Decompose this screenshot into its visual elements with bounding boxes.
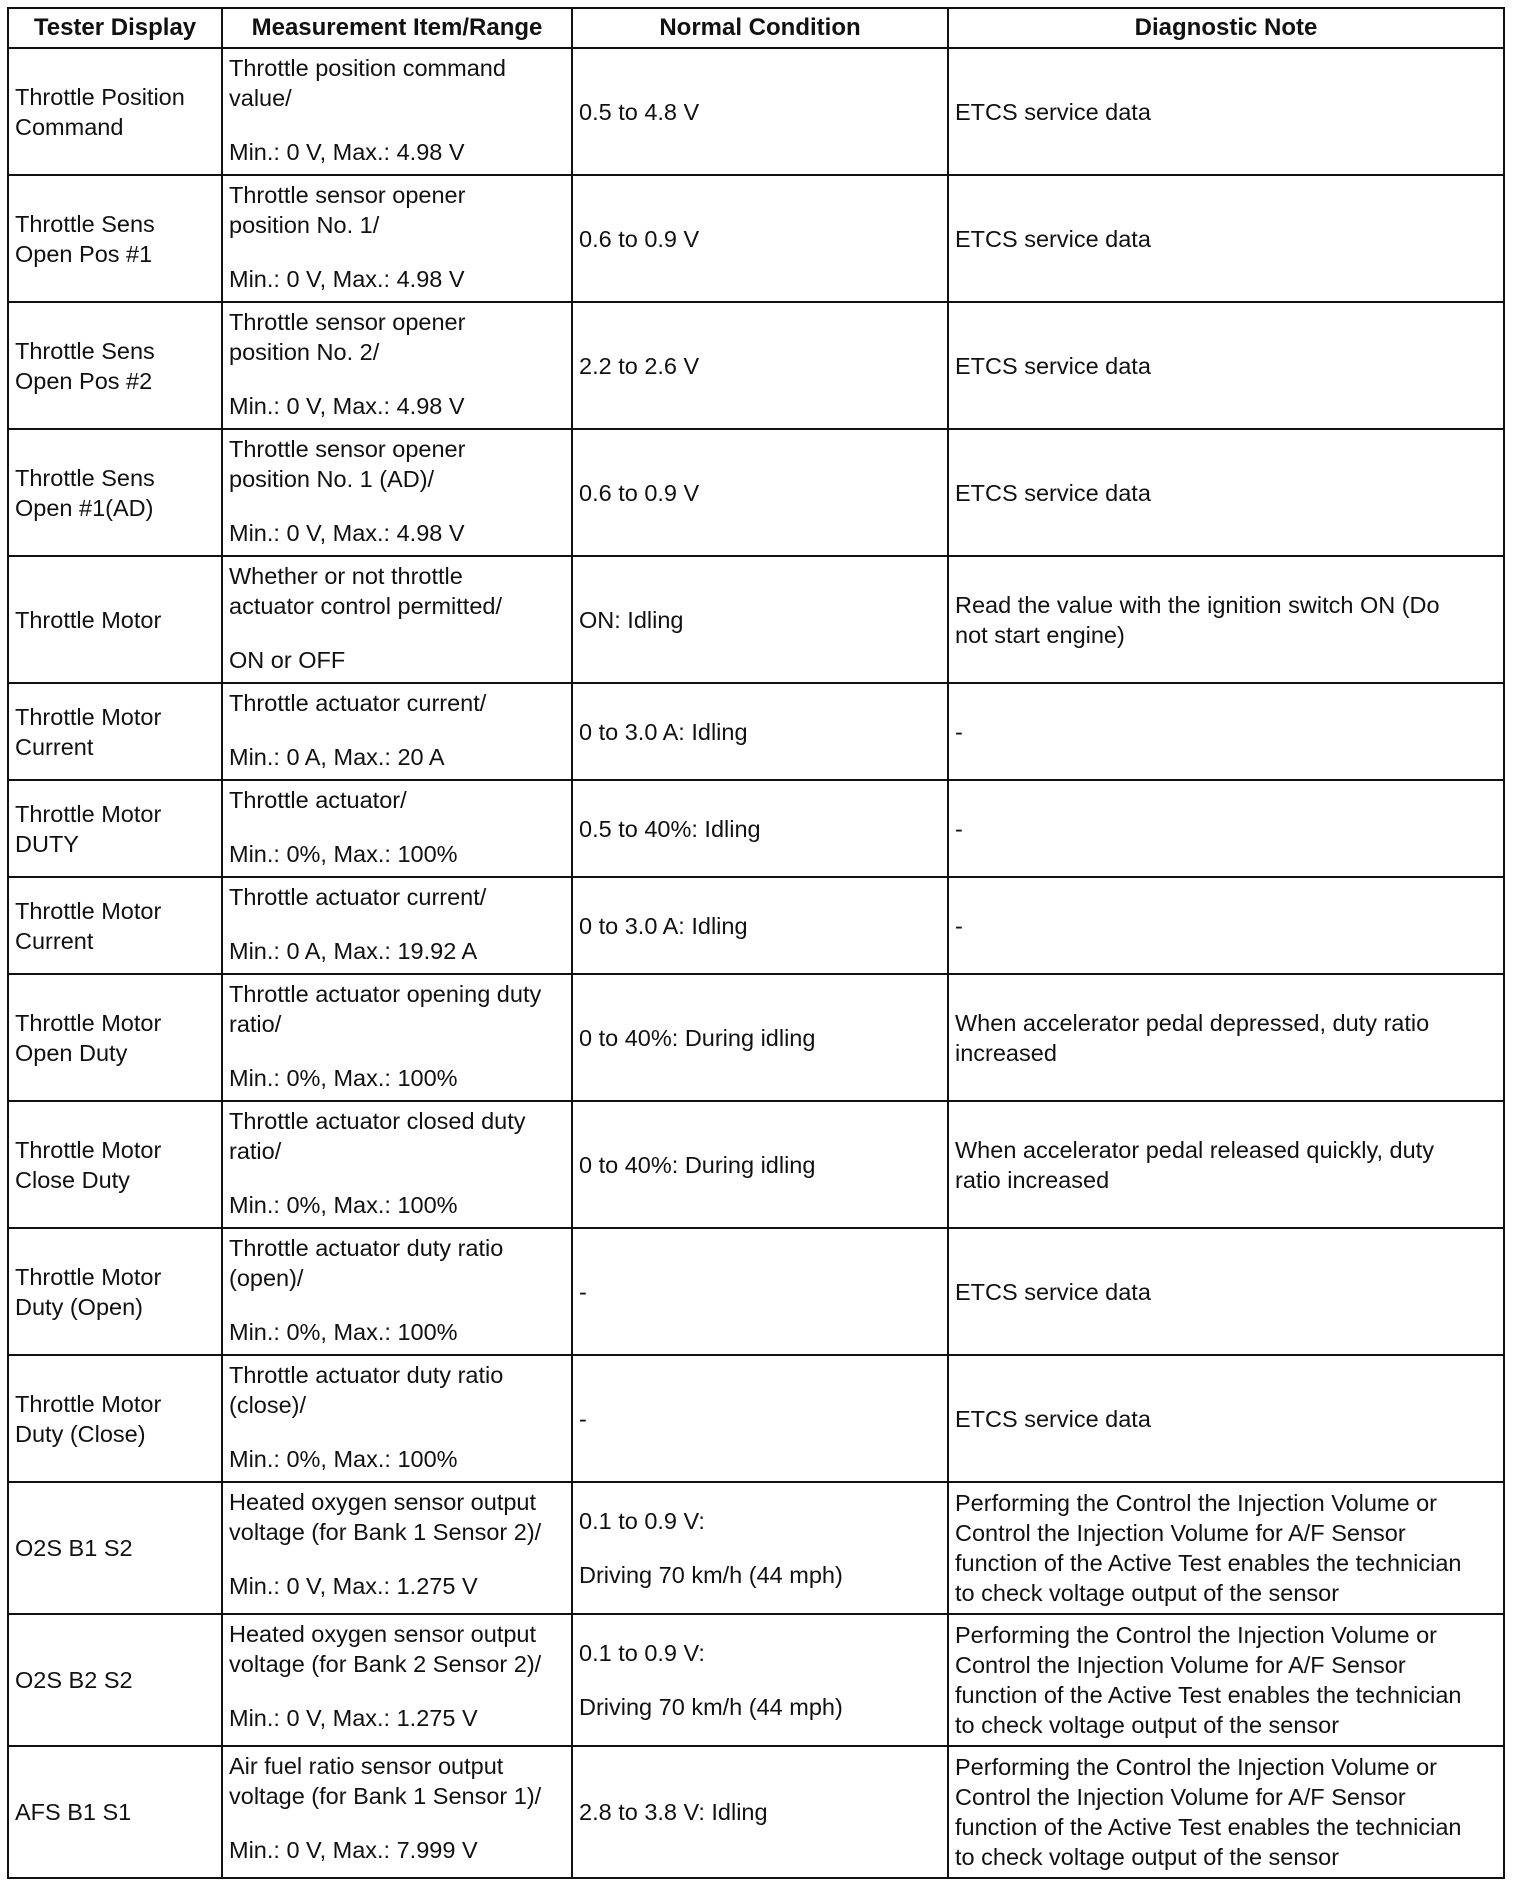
range-spacer [229, 912, 565, 936]
tester-display-text: Throttle Sens [15, 337, 155, 364]
measurement-range-text: Min.: 0 V, Max.: 4.98 V [229, 266, 465, 292]
measurement-item-cell [222, 302, 572, 429]
diagnostic-note-text: ETCS service data [955, 479, 1151, 506]
tester-display-text: Throttle Motor [15, 897, 162, 924]
normal-condition-cell [572, 1101, 948, 1228]
measurement-range-text: Min.: 0 V, Max.: 1.275 V [229, 1705, 478, 1731]
tester-display-cell [8, 1228, 222, 1355]
tester-display-text: AFS B1 S1 [15, 1799, 132, 1825]
measurement-item-text: Heated oxygen sensor output [229, 1621, 537, 1647]
normal-condition-cell [572, 1614, 948, 1746]
diagnostic-note-text: ratio increased [955, 1166, 1110, 1193]
measurement-item-cell [222, 1614, 572, 1746]
table-row [8, 683, 1504, 780]
tester-display-text: Throttle Motor [15, 606, 162, 633]
normal-condition-text: 0.5 to 4.8 V [579, 98, 700, 125]
tester-display-cell [8, 1101, 222, 1228]
normal-condition-cell [572, 556, 948, 683]
tester-display-cell [8, 974, 222, 1101]
diagnostic-note-text: increased [955, 1039, 1057, 1066]
table-row [8, 302, 1504, 429]
tester-display-cell [8, 1355, 222, 1482]
tester-display-cell [8, 877, 222, 974]
tester-display-text: Throttle Motor [15, 800, 162, 827]
diagnostic-note-text: When accelerator pedal depressed, duty ratio [955, 1009, 1430, 1036]
measurement-item-cell [222, 1482, 572, 1614]
measurement-range-text: Min.: 0 V, Max.: 4.98 V [229, 139, 465, 165]
diagnostic-note-text: to check voltage output of the sensor [955, 1844, 1340, 1870]
diagnostic-note-text: to check voltage output of the sensor [955, 1712, 1340, 1738]
measurement-range-text: Min.: 0 V, Max.: 1.275 V [229, 1573, 478, 1599]
table-row [8, 780, 1504, 877]
measurement-range-text: Min.: 0 A, Max.: 19.92 A [229, 938, 478, 964]
normal-condition-text: 0.5 to 40%: Idling [579, 815, 761, 842]
normal-condition-cell [572, 429, 948, 556]
diagnostic-note-text: - [955, 912, 963, 939]
measurement-item-cell [222, 48, 572, 175]
table-row [8, 48, 1504, 175]
tester-display-text: DUTY [15, 830, 79, 857]
normal-condition-text: 2.2 to 2.6 V [579, 352, 700, 379]
diagnostic-note-cell [948, 780, 1504, 877]
measurement-range-text: Min.: 0%, Max.: 100% [229, 841, 458, 867]
range-spacer [229, 1420, 565, 1444]
measurement-item-text: (close)/ [229, 1392, 307, 1418]
range-spacer [229, 718, 565, 742]
measurement-item-text: Throttle sensor opener [229, 182, 466, 208]
tester-display-text: Throttle Sens [15, 464, 155, 491]
measurement-item-cell [222, 1746, 572, 1878]
diagnostic-note-text: function of the Active Test enables the technician [955, 1550, 1462, 1576]
measurement-item-cell [222, 175, 572, 302]
tester-display-text: Duty (Close) [15, 1420, 146, 1447]
measurement-item-cell [222, 1355, 572, 1482]
measurement-item-text: Throttle sensor opener [229, 436, 466, 462]
tester-display-text: Open #1(AD) [15, 494, 154, 521]
tester-display-text: O2S B1 S2 [15, 1535, 133, 1561]
range-spacer [229, 113, 565, 137]
tester-display-text: Throttle Motor [15, 1009, 162, 1036]
diagnostic-note-text: ETCS service data [955, 1405, 1151, 1432]
measurement-item-text: Throttle sensor opener [229, 309, 466, 335]
range-spacer [229, 1679, 565, 1703]
measurement-item-text: Throttle actuator current/ [229, 884, 487, 910]
normal-condition-text: ON: Idling [579, 606, 684, 633]
diagnostic-note-cell [948, 1228, 1504, 1355]
tester-display-text: Throttle Motor [15, 1263, 162, 1290]
range-spacer [229, 621, 565, 645]
measurement-item-text: position No. 2/ [229, 339, 380, 365]
tester-display-cell [8, 48, 222, 175]
tester-display-text: Throttle Motor [15, 1136, 162, 1163]
tester-display-text: Throttle Motor [15, 703, 162, 730]
range-spacer [229, 1547, 565, 1571]
normal-condition-cell [572, 1746, 948, 1878]
normal-condition-text: 0 to 40%: During idling [579, 1024, 816, 1051]
measurement-item-text: value/ [229, 85, 292, 111]
condition-spacer [579, 1536, 941, 1560]
diagnostic-note-text: function of the Active Test enables the technician [955, 1682, 1462, 1708]
measurement-item-cell [222, 1228, 572, 1355]
measurement-item-text: position No. 1/ [229, 212, 380, 238]
diagnostic-note-text: Control the Injection Volume for A/F Sensor [955, 1784, 1406, 1810]
normal-condition-text: 0.6 to 0.9 V [579, 225, 700, 252]
tester-display-text: Command [15, 113, 124, 140]
diagnostic-note-cell [948, 1355, 1504, 1482]
measurement-range-text: Min.: 0%, Max.: 100% [229, 1446, 458, 1472]
header-row [8, 8, 1504, 48]
table-row [8, 1355, 1504, 1482]
measurement-range-text: ON or OFF [229, 647, 346, 673]
diagnostic-note-text: - [955, 815, 963, 842]
diagnostic-note-cell [948, 429, 1504, 556]
tester-display-cell [8, 175, 222, 302]
diagnostic-note-cell [948, 48, 1504, 175]
normal-condition-text: Driving 70 km/h (44 mph) [579, 1562, 843, 1588]
diagnostic-note-cell [948, 1101, 1504, 1228]
measurement-item-text: Whether or not throttle [229, 563, 463, 589]
range-spacer [229, 1293, 565, 1317]
diagnostic-note-text: When accelerator pedal released quickly, duty [955, 1136, 1434, 1163]
measurement-item-cell [222, 780, 572, 877]
diagnostic-note-text: Control the Injection Volume for A/F Sensor [955, 1652, 1406, 1678]
measurement-item-text: Throttle actuator duty ratio [229, 1362, 504, 1388]
normal-condition-text: Driving 70 km/h (44 mph) [579, 1694, 843, 1720]
normal-condition-cell [572, 175, 948, 302]
diagnostic-note-text: Read the value with the ignition switch ON (Do [955, 591, 1440, 618]
table-row [8, 877, 1504, 974]
range-spacer [229, 1166, 565, 1190]
measurement-item-cell [222, 974, 572, 1101]
range-spacer [229, 815, 565, 839]
measurement-item-text: voltage (for Bank 1 Sensor 2)/ [229, 1519, 542, 1545]
tester-display-text: O2S B2 S2 [15, 1667, 133, 1693]
normal-condition-cell [572, 877, 948, 974]
tester-display-cell [8, 1746, 222, 1878]
table-row [8, 1228, 1504, 1355]
range-spacer [229, 1039, 565, 1063]
range-spacer [229, 240, 565, 264]
tester-display-text: Close Duty [15, 1166, 130, 1193]
normal-condition-text: 0 to 3.0 A: Idling [579, 912, 748, 939]
normal-condition-cell [572, 1228, 948, 1355]
diagnostic-note-cell [948, 974, 1504, 1101]
normal-condition-text: - [579, 1405, 587, 1432]
table-row [8, 1614, 1504, 1746]
tester-display-cell [8, 556, 222, 683]
measurement-item-text: Throttle actuator/ [229, 787, 407, 813]
diagnostic-note-text: ETCS service data [955, 98, 1151, 125]
header-tester-display: Tester Display [8, 8, 222, 48]
normal-condition-cell [572, 1355, 948, 1482]
measurement-item-text: Throttle actuator current/ [229, 690, 487, 716]
normal-condition-cell [572, 974, 948, 1101]
condition-spacer [579, 1668, 941, 1692]
header-normal-condition: Normal Condition [572, 8, 948, 48]
table-row [8, 429, 1504, 556]
diagnostic-note-cell [948, 1614, 1504, 1746]
measurement-item-cell [222, 683, 572, 780]
tester-display-cell [8, 683, 222, 780]
table-row [8, 175, 1504, 302]
measurement-item-text: Throttle position command [229, 55, 506, 81]
tester-display-text: Open Pos #1 [15, 240, 153, 267]
measurement-item-text: ratio/ [229, 1011, 282, 1037]
tester-display-text: Current [15, 733, 94, 760]
diagnostic-note-text: Performing the Control the Injection Volume or [955, 1754, 1438, 1780]
table-row [8, 1746, 1504, 1878]
range-spacer [229, 367, 565, 391]
measurement-item-text: actuator control permitted/ [229, 593, 502, 619]
diagnostic-note-cell [948, 302, 1504, 429]
diagnostic-note-cell [948, 1746, 1504, 1878]
diagnostic-note-text: function of the Active Test enables the technician [955, 1814, 1462, 1840]
diagnostic-note-text: Performing the Control the Injection Volume or [955, 1622, 1438, 1648]
table-row [8, 1482, 1504, 1614]
tester-display-text: Throttle Sens [15, 210, 155, 237]
diagnostic-note-text: not start engine) [955, 621, 1125, 648]
tester-display-cell [8, 429, 222, 556]
measurement-range-text: Min.: 0 V, Max.: 4.98 V [229, 393, 465, 419]
measurement-item-cell [222, 877, 572, 974]
measurement-range-text: Min.: 0%, Max.: 100% [229, 1319, 458, 1345]
tester-display-text: Open Duty [15, 1039, 128, 1066]
measurement-range-text: Min.: 0 A, Max.: 20 A [229, 744, 445, 770]
measurement-item-text: (open)/ [229, 1265, 304, 1291]
measurement-item-text: Air fuel ratio sensor output [229, 1753, 504, 1779]
measurement-item-cell [222, 1101, 572, 1228]
table-row [8, 1101, 1504, 1228]
measurement-item-cell [222, 429, 572, 556]
measurement-item-text: position No. 1 (AD)/ [229, 466, 435, 492]
diagnostic-note-text: ETCS service data [955, 352, 1151, 379]
tester-display-cell [8, 1482, 222, 1614]
diagnostic-note-text: ETCS service data [955, 225, 1151, 252]
normal-condition-cell [572, 683, 948, 780]
normal-condition-text: 0.6 to 0.9 V [579, 479, 700, 506]
normal-condition-text: - [579, 1278, 587, 1305]
tester-display-text: Throttle Position [15, 83, 185, 110]
measurement-item-cell [222, 556, 572, 683]
data-list-table [7, 7, 1505, 1879]
header-measurement-item: Measurement Item/Range [222, 8, 572, 48]
normal-condition-text: 0 to 40%: During idling [579, 1151, 816, 1178]
normal-condition-text: 2.8 to 3.8 V: Idling [579, 1799, 768, 1825]
diagnostic-note-cell [948, 877, 1504, 974]
tester-display-text: Duty (Open) [15, 1293, 143, 1320]
tester-display-text: Throttle Motor [15, 1390, 162, 1417]
tester-display-cell [8, 1614, 222, 1746]
measurement-item-text: voltage (for Bank 1 Sensor 1)/ [229, 1783, 542, 1809]
table-body [8, 48, 1504, 1878]
diagnostic-note-text: Control the Injection Volume for A/F Sensor [955, 1520, 1406, 1546]
tester-display-text: Open Pos #2 [15, 367, 153, 394]
measurement-item-text: Throttle actuator closed duty [229, 1108, 526, 1134]
table-row [8, 974, 1504, 1101]
measurement-range-text: Min.: 0%, Max.: 100% [229, 1065, 458, 1091]
tester-display-cell [8, 302, 222, 429]
normal-condition-cell [572, 1482, 948, 1614]
data-list-document [7, 7, 1503, 1879]
normal-condition-cell [572, 780, 948, 877]
normal-condition-cell [572, 302, 948, 429]
diagnostic-note-cell [948, 1482, 1504, 1614]
normal-condition-text: 0 to 3.0 A: Idling [579, 718, 748, 745]
measurement-range-text: Min.: 0 V, Max.: 7.999 V [229, 1837, 478, 1863]
measurement-range-text: Min.: 0%, Max.: 100% [229, 1192, 458, 1218]
range-spacer [229, 1811, 565, 1835]
measurement-item-text: ratio/ [229, 1138, 282, 1164]
tester-display-text: Current [15, 927, 94, 954]
range-spacer [229, 494, 565, 518]
diagnostic-note-text: Performing the Control the Injection Volume or [955, 1490, 1438, 1516]
diagnostic-note-cell [948, 175, 1504, 302]
measurement-range-text: Min.: 0 V, Max.: 4.98 V [229, 520, 465, 546]
measurement-item-text: Heated oxygen sensor output [229, 1489, 537, 1515]
normal-condition-text: 0.1 to 0.9 V: [579, 1508, 705, 1534]
diagnostic-note-text: ETCS service data [955, 1278, 1151, 1305]
normal-condition-cell [572, 48, 948, 175]
normal-condition-text: 0.1 to 0.9 V: [579, 1640, 705, 1666]
diagnostic-note-cell [948, 683, 1504, 780]
header-diagnostic-note: Diagnostic Note [948, 8, 1504, 48]
diagnostic-note-text: to check voltage output of the sensor [955, 1580, 1340, 1606]
diagnostic-note-text: - [955, 718, 963, 745]
measurement-item-text: Throttle actuator opening duty [229, 981, 542, 1007]
measurement-item-text: voltage (for Bank 2 Sensor 2)/ [229, 1651, 542, 1677]
diagnostic-note-cell [948, 556, 1504, 683]
tester-display-cell [8, 780, 222, 877]
measurement-item-text: Throttle actuator duty ratio [229, 1235, 504, 1261]
table-row [8, 556, 1504, 683]
